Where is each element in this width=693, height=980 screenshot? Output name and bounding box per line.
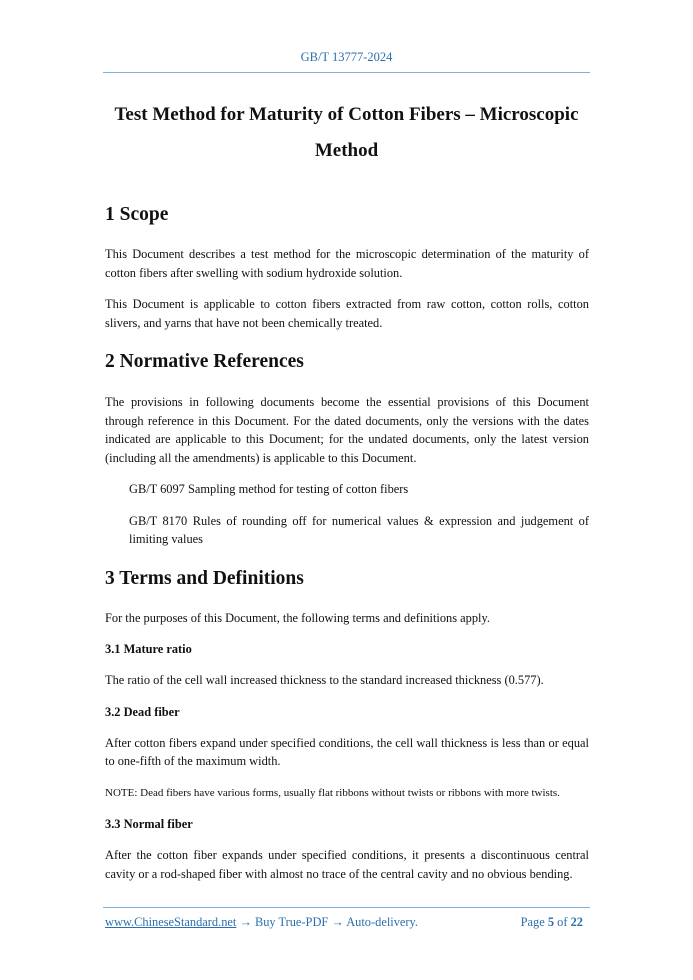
document-code-header: GB/T 13777-2024	[300, 50, 393, 64]
auto-delivery-text: Auto-delivery.	[346, 915, 419, 929]
terms-intro: For the purposes of this Document, the following terms and definitions apply.	[105, 610, 490, 625]
buy-true-pdf-link[interactable]: Buy True-PDF	[254, 915, 329, 929]
page-number	[521, 915, 583, 930]
reference-gbt-8170: GB/T 8170 Rules of rounding off for numerical values & expression and judgement of limiting values	[129, 513, 589, 546]
scope-paragraph-2: This Document is applicable to cotton fibers extracted from raw cotton, cotton rolls, cotton slivers, and yarns that have not been chemically treated.	[105, 297, 589, 330]
document-body	[105, 197, 589, 883]
term-text-mature-ratio: The ratio of the cell wall increased thickness to the standard increased thickness (0.577).	[105, 673, 544, 687]
footer-promo	[105, 915, 418, 930]
term-text-dead-fiber: After cotton fibers expand under specified conditions, the cell wall thickness is less than or equal to one-fifth of the maximum width.	[105, 735, 589, 768]
section-heading-terms: 3 Terms and Definitions	[105, 567, 304, 589]
title-line-1: Test Method for Maturity of Cotton Fibers – Microscopic	[114, 104, 579, 125]
total-pages: 22	[570, 915, 583, 929]
term-text-normal-fiber: After the cotton fiber expands under specified conditions, it presents a discontinuous central cavity or a rod-shaped fiber with almost no trace of the central cavity and no obvious bending.	[105, 848, 589, 881]
header-divider	[103, 72, 590, 73]
term-heading-dead-fiber: 3.2 Dead fiber	[105, 704, 180, 719]
reference-gbt-6097: GB/T 6097 Sampling method for testing of cotton fibers	[129, 482, 409, 496]
current-page: 5	[547, 915, 555, 929]
dead-fiber-note: NOTE: Dead fibers have various forms, usually flat ribbons without twists or ribbons with more twists.	[105, 786, 560, 799]
arrow-right-icon: →	[239, 915, 252, 929]
term-heading-normal-fiber: 3.3 Normal fiber	[105, 817, 193, 831]
of-label: of	[557, 915, 568, 929]
document-title	[100, 97, 593, 169]
site-link[interactable]: www.ChineseStandard.net	[105, 915, 237, 929]
scope-paragraph-1: This Document describes a test method for the microscopic determination of the maturity of cotton fibers after swelling with sodium hydroxide solution.	[105, 247, 589, 280]
footer-divider	[103, 907, 590, 908]
term-heading-mature-ratio: 3.1 Mature ratio	[105, 642, 192, 656]
normative-paragraph: The provisions in following documents become the essential provisions of this Document through reference in this Document. For the dated documents, only the versions with the dates indicated are applicable to this Document; for the undated documents, only the latest version (including all the amendments) is applicable to this Document.	[105, 395, 589, 465]
title-line-2: Method	[314, 140, 379, 161]
page-label: Page	[520, 915, 545, 929]
section-heading-scope: 1 Scope	[105, 204, 169, 225]
arrow-right-icon: →	[331, 915, 344, 929]
section-heading-normative-references: 2 Normative References	[105, 351, 304, 372]
